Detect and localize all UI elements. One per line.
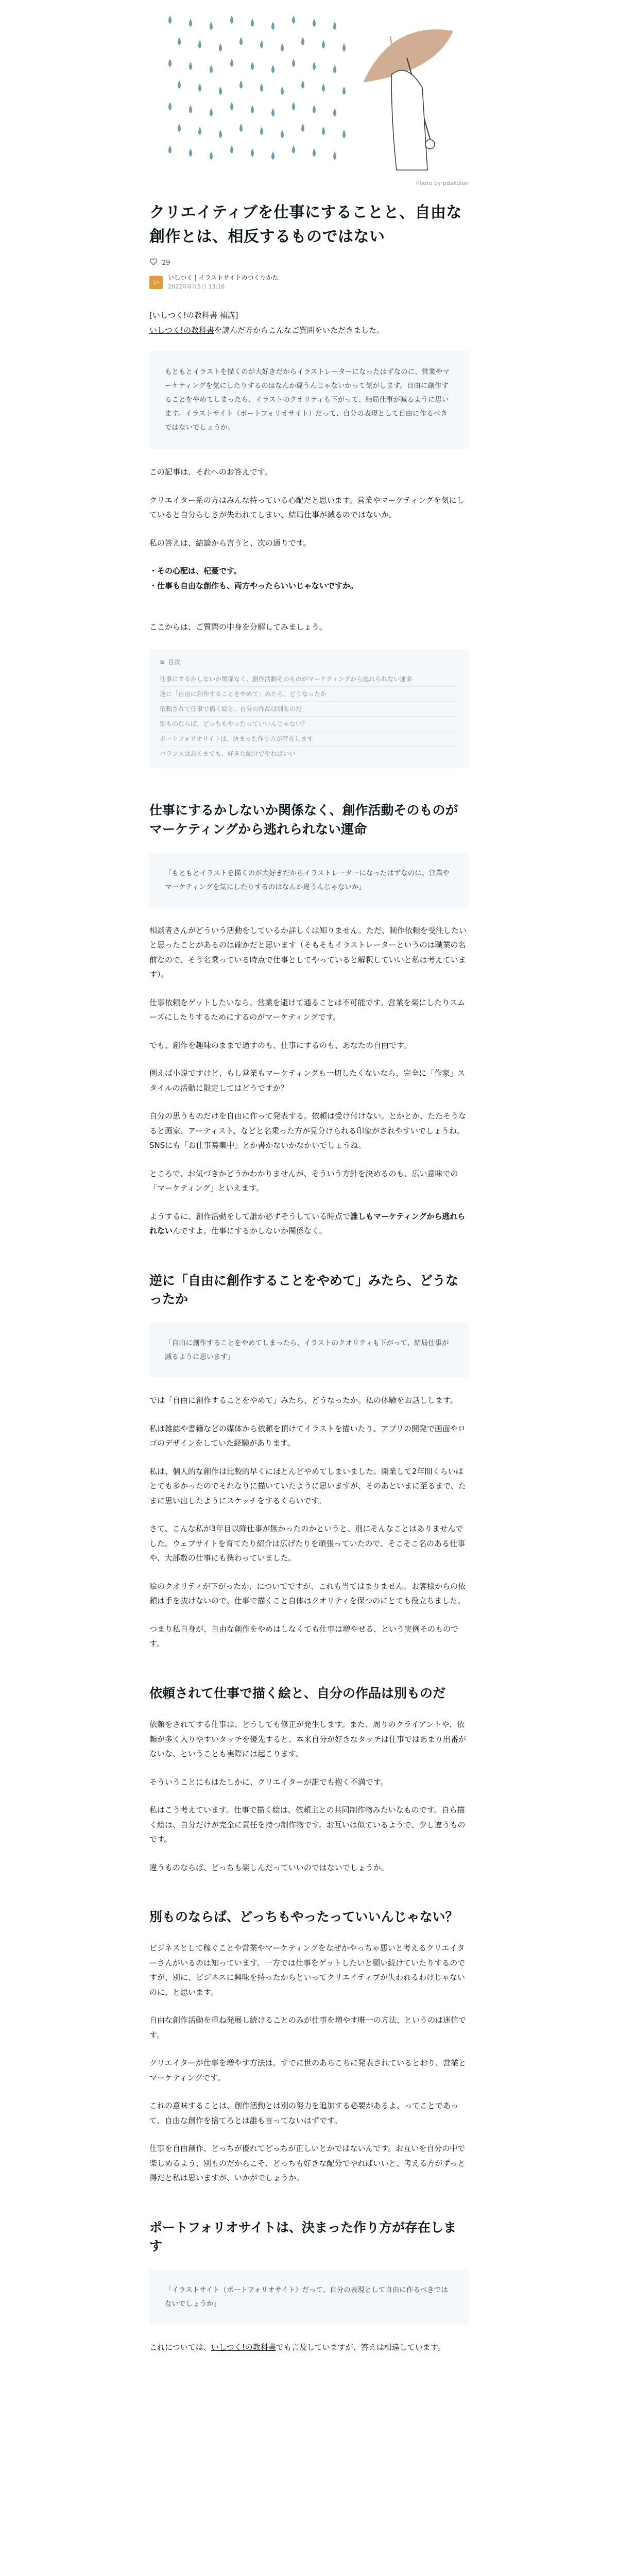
bullet-point: ・その心配は、杞憂です。 bbox=[149, 566, 242, 575]
raindrop-shape bbox=[333, 65, 336, 73]
toc-item[interactable]: バランスはあくまでも、好きな配分でやればいい bbox=[160, 750, 296, 758]
raindrop-shape bbox=[168, 145, 171, 154]
paragraph: クリエイター系の方はみんな持っている心配だと思います。営業やマーケティングを気にしていると自分らしさが失われてしまい、結局仕事が減るのではないか。 bbox=[149, 495, 465, 519]
paragraph: 仕事を自由創作、どっちが優れてどっちが正しいとかではないんです。お互いを自分の中で楽しめるよう、別ものだからこそ、どっちも好きな配分でやればいいと、考える方がずっと得だと私は思いますが、いかがでしょうか。 bbox=[149, 2144, 466, 2183]
raindrop-shape bbox=[178, 37, 181, 45]
section-heading: ポートフォリオサイトは、決まった作り方が存在します bbox=[149, 2219, 457, 2254]
paragraph: では「自由に創作することをやめて」みたら、どうなったか。私の体験をお話しします。 bbox=[149, 1396, 458, 1405]
paragraph: 違うものならば、どっちも楽しんだっていいのではないでしょうか。 bbox=[149, 1862, 389, 1872]
blockquote: 「イラストサイト（ポートフォリオサイト）だって、自分の表現として自由に作るべきではないでしょうか」 bbox=[149, 2270, 469, 2325]
raindrop-shape bbox=[292, 15, 295, 24]
raindrop-shape bbox=[322, 40, 325, 48]
paragraph: ようするに、創作活動をして誰か必ずそうしている時点で誰しもマーケティングから逃れられないんですよ。仕事にするかしないか関係なく。 bbox=[149, 1211, 466, 1236]
raindrop-shape bbox=[271, 65, 274, 73]
raindrop-shape bbox=[239, 37, 243, 45]
toc-item[interactable]: 逆に「自由に創作することをやめて」みたら、どうなったか bbox=[160, 687, 458, 702]
raindrop-shape bbox=[251, 19, 254, 27]
raindrop-shape bbox=[333, 108, 336, 116]
post-date: 2022年6月5日 13:16 bbox=[168, 283, 225, 290]
raindrop-shape bbox=[313, 62, 316, 70]
paragraph: これの意味することは、創作活動とは別の努力を追加する必要があるよ、ってことであって、自由な創作を捨てろとは誰も言ってないはずです。 bbox=[149, 2101, 458, 2125]
paragraph: そういうことにもはたしかに、クリエイターが誰でも抱く不満です。 bbox=[149, 1777, 388, 1787]
raindrop-shape bbox=[281, 87, 284, 95]
blockquote: もともとイラストを描くのが大好きだからイラストレーターになったはずなのに、営業やマーケティングを気にしたりするのはなんか違うんじゃないかって気がします。自由に創作することをやめてしまったら、イラストのクオリティも下がって、結局仕事が減るように思います。イラストサイト（ポートフォリオサイト）だって、自分の表現として自由に作るべきではないでしょうか。 bbox=[149, 351, 469, 449]
section-heading: 仕事にするかしないか関係なく、創作活動そのものがマーケティングから逃れられない運命 bbox=[149, 803, 458, 837]
paragraph: この記事は、それへのお答えです。 bbox=[149, 467, 272, 477]
raindrop-shape bbox=[230, 102, 233, 110]
paragraph: 仕事依頼をゲットしたいなら、営業を避けて通ることは不可能です。営業を楽にしたりスムーズにしたりするためにするのがマーケティングです。 bbox=[149, 997, 466, 1022]
avatar[interactable]: い bbox=[149, 276, 163, 289]
like-count: 29 bbox=[162, 259, 170, 267]
paragraph: 依頼をされてする仕事は、どうしても修正が発生します。また、周りのクライアントや、依頼が多く入りやすいタッチを優先すると、本来自分が好きなタッチは仕事ではあまり出番がないな、ということも実際には起こります。 bbox=[149, 1720, 467, 1759]
raindrop-shape bbox=[210, 151, 213, 160]
paragraph: 私は、個人的な創作は比較的早くにほとんどやめてしまいました。開業して2年間くらいはとても多かったのでそれなりに描いていたように思いますが、そのあといまに至るまで、たまに思い出したようにスケッチをするくらいです。 bbox=[149, 1466, 466, 1505]
section-heading: 逆に「自由に創作することをやめて」みたら、どうなったか bbox=[149, 1273, 459, 1307]
raindrop-shape bbox=[189, 19, 192, 27]
raindrop-shape bbox=[260, 40, 263, 48]
paragraph: ビジネスとして稼ぐことや営業やマーケティングをなぜかやっちゃ悪いと考えるクリエイターさんがいるのは知っています。一方では仕事をゲットしたいと願い続けていたりするのですが、別に、ビジネスに興味を持ったからといってクリエイティブが失われるわけじゃないのに、と思います。 bbox=[149, 1943, 466, 1997]
paragraph: つまり私自身が、自由な創作をやめはしなくても仕事は増やせる、という実例そのものです。 bbox=[149, 1624, 459, 1649]
raindrop-shape bbox=[219, 43, 222, 52]
textbook-link[interactable]: いしつく!の教科書 bbox=[149, 325, 215, 335]
photo-credit: Photo by pdakolan bbox=[416, 180, 469, 187]
raindrop-shape bbox=[322, 83, 325, 92]
bullet-point: ・仕事も自由な創作も、両方やったらいいじゃないですか。 bbox=[149, 581, 358, 590]
raindrop-shape bbox=[251, 148, 254, 157]
raindrop-shape bbox=[251, 105, 254, 113]
paragraph: [いしつく!の教科書 補講] bbox=[149, 311, 238, 320]
article-title: クリエイティブを仕事にすることと、自由な創作とは、相反するものではない bbox=[149, 204, 462, 246]
textbook-link[interactable]: いしつく!の教科書 bbox=[211, 2343, 276, 2352]
raindrop-shape bbox=[178, 80, 181, 89]
raindrop-shape bbox=[230, 59, 233, 67]
paragraph: ここからは、ご質問の中身を分解してみましょう。 bbox=[149, 622, 328, 632]
raindrop-shape bbox=[230, 15, 233, 24]
section-heading: 別ものならば、どっちもやったっていいんじゃない？ bbox=[149, 1909, 458, 1925]
raindrop-shape bbox=[292, 102, 295, 110]
blockquote: 「もともとイラストを描くのが大好きだからイラストレーターになったはずなのに、営業やマーケティングを気にしたりするのはなんか違うんじゃないか」 bbox=[149, 853, 469, 908]
table-of-contents bbox=[149, 649, 469, 769]
raindrop-shape bbox=[260, 83, 263, 92]
heart-icon[interactable] bbox=[149, 258, 158, 268]
raindrop-shape bbox=[271, 108, 274, 116]
list-icon: ≡ bbox=[160, 658, 165, 666]
raindrop-shape bbox=[168, 59, 171, 67]
raindrop-shape bbox=[210, 65, 213, 73]
raindrop-shape bbox=[342, 43, 346, 52]
raindrop-shape bbox=[189, 62, 192, 70]
raindrop-shape bbox=[292, 145, 295, 154]
hero-image bbox=[149, 0, 469, 191]
raindrop-shape bbox=[189, 148, 192, 157]
raindrop-shape bbox=[313, 105, 316, 113]
raindrop-shape bbox=[178, 124, 181, 132]
raindrop-shape bbox=[251, 62, 254, 70]
paragraph: これについては、いしつく!の教科書でも言及していますが、答えは相違しています。 bbox=[149, 2343, 445, 2352]
author-name[interactable]: いしつく | イラストサイトのつくりかた bbox=[168, 274, 279, 281]
toc-item[interactable]: 別ものならば、どっちもやったっていいんじゃない？ bbox=[160, 717, 458, 732]
paragraph: ところで、お気づきかどうかわかりませんが、そういう方針を決めるのも、広い意味での「マーケティング」といえます。 bbox=[149, 1168, 458, 1193]
article-body bbox=[149, 308, 469, 2368]
raindrop-shape bbox=[230, 145, 233, 154]
paragraph: 私はこう考えています。仕事で描く絵は、依頼主との共同制作物みたいなものです。自ら描く絵は、自分だけが完全に責任を持つ制作物です。お互いは似ているようで、少し違うものです。 bbox=[149, 1805, 466, 1844]
raindrop-shape bbox=[189, 105, 192, 113]
raindrop-shape bbox=[301, 37, 304, 45]
blockquote: 「自由に創作することをやめてしまったら、イラストのクオリティも下がって、結局仕事が減るように思います」 bbox=[149, 1323, 469, 1378]
author-block[interactable] bbox=[149, 274, 469, 291]
raindrop-shape bbox=[168, 15, 171, 24]
raindrop-shape bbox=[219, 130, 222, 138]
raindrop-shape bbox=[271, 151, 274, 160]
raindrop-shape bbox=[342, 130, 346, 138]
raindrop-shape bbox=[342, 87, 346, 95]
paragraph: 絵のクオリティが下がったか、についてですが、これも当てはまりません。お客様からの依頼は手を抜けないので、仕事で描くこと自体はクオリティを保つのにとても役立ちました。 bbox=[149, 1581, 466, 1606]
paragraph: さて、こんな私が3年目以降仕事が無かったのかというと、別にそんなことはありませんでした。ウェブサイトを育てたり紹介は広げたりを頑張っていたので、そこそこ名のある仕事や、大部数の仕事にも携わっていました。 bbox=[149, 1524, 466, 1563]
raindrop-shape bbox=[198, 83, 201, 92]
section-heading: 依頼されて仕事で描く絵と、自分の作品は別ものだ bbox=[149, 1685, 446, 1701]
raindrop-shape bbox=[281, 43, 284, 52]
rain-umbrella-illustration bbox=[149, 0, 469, 191]
raindrop-shape bbox=[260, 127, 263, 135]
paragraph: 私は雑誌や書籍などの媒体から依頼を頂けてイラストを描いたり、アプリの開発で画面やロゴのデザインをしていた経験があります。 bbox=[149, 1423, 466, 1448]
paragraph: でも、創作を趣味のままで通すのも、仕事にするのも、あなたの自由です。 bbox=[149, 1040, 411, 1050]
toc-item[interactable]: 依頼されて仕事で描く絵と、自分の作品は別ものだ bbox=[160, 702, 458, 717]
raindrop-shape bbox=[198, 127, 201, 135]
raindrop-shape bbox=[210, 22, 213, 30]
raindrop-shape bbox=[168, 102, 171, 110]
paragraph: いしつく!の教科書を読んだ方からこんなご質問をいただきました。 bbox=[149, 325, 385, 335]
paragraph: 自由な創作活動を重ね発展し続けることのみが仕事を増やす唯一の方法、というのは迷信です。 bbox=[149, 2015, 467, 2040]
raindrop-shape bbox=[271, 22, 274, 30]
raindrop-shape bbox=[313, 148, 316, 157]
raindrop-shape bbox=[333, 151, 336, 160]
raindrop-shape bbox=[219, 87, 222, 95]
paragraph: クリエイターが仕事を増やす方法は、すでに世のあちこちに発表されているとおり、営業とマーケティングです。 bbox=[149, 2058, 467, 2082]
raindrop-shape bbox=[239, 124, 243, 132]
toc-header[interactable]: ≡ 目次 bbox=[160, 656, 458, 668]
toc-item[interactable]: ポートフォリオサイトは、決まった作り方が存在します bbox=[160, 732, 458, 747]
raindrop-shape bbox=[239, 80, 243, 89]
like-area[interactable] bbox=[149, 258, 170, 268]
raindrop-shape bbox=[292, 59, 295, 67]
raindrop-shape bbox=[313, 19, 316, 27]
paragraph: 私の答えは、結論から言うと、次の通りです。 bbox=[149, 538, 311, 548]
raindrop-shape bbox=[322, 127, 325, 135]
raindrop-shape bbox=[301, 80, 304, 89]
raindrop-shape bbox=[301, 124, 304, 132]
raindrop-shape bbox=[333, 22, 336, 30]
raindrop-shape bbox=[210, 108, 213, 116]
paragraph: 自分の思うものだけを自由に作って発表する。依頼は受け付けない。とかとか、たたそうなると画家、アーティスト、などと名乗った方が見分けられる印象がされやすいでしょうね。SNSにも「お仕事募集中」とか書かないかなかいでしょうね。 bbox=[149, 1111, 467, 1150]
paragraph: 例えば小説ですけど、もし営業もマーケティングも一切したくないなら、完全に「作家」スタイルの活動に限定してはどうですか？ bbox=[149, 1069, 466, 1093]
paragraph: 相談者さんがどういう活動をしているか詳しくは知りません。ただ、制作依頼を受注したいと思ったことがあるのは確かだと思います（そもそもイラストレーターというのは職業の名前なので、そう名乗っている時点で仕事としてやっていると解釈していいと私は考えています）。 bbox=[149, 925, 467, 979]
raindrop-shape bbox=[281, 130, 284, 138]
raindrop-shape bbox=[198, 40, 201, 48]
toc-item[interactable]: 仕事にするかしないか関係なく、創作活動そのものがマーケティングから逃れられない運命 bbox=[160, 672, 458, 687]
